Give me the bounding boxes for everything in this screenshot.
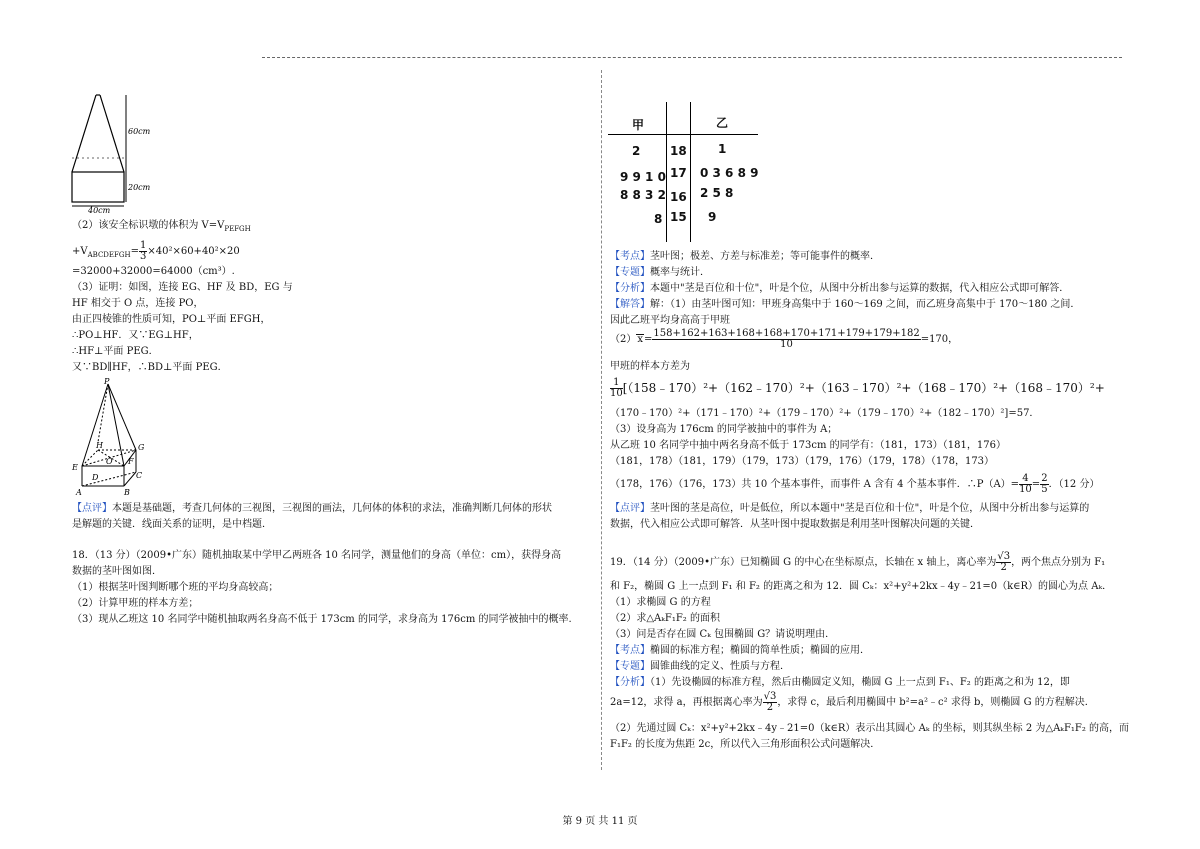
label-E: E bbox=[72, 463, 78, 472]
stem-18: 18 bbox=[670, 144, 687, 158]
analysis-line: 【分析】本题中"茎是百位和十位"，叶是个位，从图中分析出参与运算的数据，代入相应公式即可解答． bbox=[610, 283, 1070, 294]
leaf-left-16: 8 8 3 2 bbox=[620, 188, 666, 202]
text-line: 又∵BD∥HF，∴BD⊥平面 PEG． bbox=[72, 362, 228, 373]
variance-formula: $\frac{1}{10}$ [（158﹣170）²+（162﹣170）²+（163﹣170）²+（168﹣170）²+（168﹣170）²+ bbox=[610, 377, 1105, 399]
label-H: H bbox=[96, 441, 103, 450]
three-view-figure bbox=[66, 90, 158, 215]
label-G: G bbox=[138, 443, 145, 452]
text-line: （3）设身高为 176cm 的同学被抽中的事件为 A； bbox=[610, 424, 838, 435]
text-line: （2）先通过圆 Cₖ：x²+y²+2kx﹣4y﹣21=0（k∈R）表示出其圆心 Aₖ 的坐标，则其纵坐标 2 为△AₖF₁F₂ 的高，而 bbox=[610, 723, 1130, 734]
question-19: 19．（14 分）（2009•广东）已知椭圆 G 的中心在坐标原点，长轴在 x 轴上，离心率为 $\frac{√3}{2}$ ，两个焦点分别为 F₁ bbox=[610, 551, 1106, 573]
header-yi: 乙 bbox=[716, 116, 729, 130]
text-line: F₁F₂ 的长度为焦距 2c，所以代入三角形面积公式问题解决． bbox=[610, 739, 881, 750]
stem-16: 16 bbox=[670, 190, 687, 204]
leaf-left-17: 9 9 1 0 bbox=[620, 170, 666, 184]
text-line: 数据的茎叶图如图． bbox=[72, 566, 162, 577]
text-line: 因此乙班平均身高高于甲班 bbox=[610, 315, 730, 326]
label-A: A bbox=[76, 488, 82, 497]
text-line: 由正四棱锥的性质可知，PO⊥平面 EFGH， bbox=[72, 314, 271, 325]
text-line: ∴HF⊥平面 PEG． bbox=[72, 346, 159, 357]
analysis-line: 【分析】（1）先设椭圆的标准方程，然后由椭圆定义知，椭圆 G 上一点到 F₁、F₂ 的距离之和为 12，即 bbox=[610, 677, 1070, 688]
width-label: 40cm bbox=[88, 206, 111, 215]
text-line: （2）计算甲班的样本方差； bbox=[72, 598, 199, 609]
label-D: D bbox=[92, 473, 99, 482]
leaf-right-17: 0 3 6 8 9 bbox=[700, 166, 759, 180]
stem-15: 15 bbox=[670, 210, 687, 224]
column-divider bbox=[601, 70, 602, 770]
text-line: （3）问是否存在圆 Cₖ 包围椭圆 G？请说明理由． bbox=[610, 629, 836, 640]
comment-line: 【点评】茎叶图的茎是高位，叶是低位，所以本题中"茎是百位和十位"，叶是个位，从图中分析出参与运算的 bbox=[610, 503, 1090, 514]
stem-17: 17 bbox=[670, 166, 687, 180]
text-line: 是解题的关键．线面关系的证明，是中档题． bbox=[72, 519, 272, 530]
text-line: （1）求椭圆 G 的方程 bbox=[610, 597, 711, 608]
answer-line: 【解答】解：（1）由茎叶图可知：甲班身高集中于 160～169 之间，而乙班身高集中于 170～180 之间． bbox=[610, 299, 1081, 310]
question-18: 18．（13 分）（2009•广东）随机抽取某中学甲乙两班各 10 名同学，测量他们的身高（单位：cm），获得身高 bbox=[72, 550, 562, 561]
page-footer: 第 9 页 共 11 页 bbox=[562, 816, 638, 827]
label-O: O bbox=[106, 457, 113, 466]
leaf-right-15: 9 bbox=[708, 210, 717, 224]
text-line: （3）证明：如图，连接 EG、HF 及 BD，EG 与 bbox=[72, 282, 293, 293]
leaf-right-18: 1 bbox=[718, 142, 727, 156]
text-line: =32000+32000=64000（cm³）. bbox=[72, 266, 235, 277]
text-line: HF 相交于 O 点，连接 PO， bbox=[72, 298, 204, 309]
text-line: ∴PO⊥HF．又∵EG⊥HF， bbox=[72, 330, 199, 341]
text-line: （181，178）（181，179）（179，173）（179，176）（179，178）（178，173） bbox=[610, 456, 995, 467]
mean-formula: （2） x = $\frac{158+162+163+168+168+170+171+179+179+182}{10}$ =170， bbox=[610, 328, 959, 350]
knowledge-line: 【考点】椭圆的标准方程；椭圆的简单性质；椭圆的应用． bbox=[610, 645, 870, 656]
text-line: 2a=12，求得 a，再根据离心率为 $\frac{√3}{2}$ ，求得 c，最后利用椭圆中 b²=a²﹣c² 求得 b，则椭圆 G 的方程解决． bbox=[610, 691, 1095, 713]
label-C: C bbox=[136, 471, 143, 480]
header-jia: 甲 bbox=[632, 118, 645, 132]
comment-tag: 【点评】 bbox=[72, 503, 112, 514]
text-line: 从乙班 10 名同学中抽中两名身高不低于 173cm 的同学有：（181，173）（181，176） bbox=[610, 440, 1006, 451]
text-line: （1）根据茎叶图判断哪个班的平均身高较高； bbox=[72, 582, 279, 593]
stem-leaf-plot bbox=[608, 96, 788, 246]
text-line: （2）求△AₖF₁F₂ 的面积 bbox=[610, 613, 720, 624]
text-line: 甲班的样本方差为 bbox=[610, 361, 690, 372]
label-F: F bbox=[128, 457, 134, 466]
leaf-left-18: 2 bbox=[632, 144, 641, 158]
text-line: 数据，代入相应公式即可解答．从茎叶图中提取数据是利用茎叶图解决问题的关键． bbox=[610, 519, 980, 530]
label-P: P bbox=[104, 378, 110, 386]
header-rule bbox=[262, 57, 1122, 58]
leaf-right-16: 2 5 8 bbox=[700, 186, 734, 200]
text-line: （2）该安全标识墩的体积为 $V=V_{P﻿EFGH}$ bbox=[72, 220, 251, 233]
volume-formula: $+V_{ABCD﻿EFGH}=$ $\frac{1}{3}$ ×40²×60+40²×20 bbox=[72, 240, 240, 262]
comment-line: 【点评】本题是基础题，考查几何体的三视图，三视图的画法，几何体的体积的求法，准确判断几何体的形状 bbox=[72, 503, 552, 514]
text-line: （3）现从乙班这 10 名同学中随机抽取两名身高不低于 173cm 的同学，求身高为 176cm 的同学被抽中的概率. bbox=[72, 614, 572, 625]
pyramid-figure bbox=[70, 378, 152, 498]
topic-line: 【专题】圆锥曲线的定义、性质与方程． bbox=[610, 661, 790, 672]
label-B: B bbox=[124, 488, 130, 497]
knowledge-line: 【考点】茎叶图；极差、方差与标准差；等可能事件的概率． bbox=[610, 251, 880, 262]
variance-formula-cont: （170﹣170）²+（171﹣170）²+（179﹣170）²+（179﹣170）²+（182﹣170）²]=57． bbox=[610, 408, 1040, 419]
topic-line: 【专题】概率与统计． bbox=[610, 267, 710, 278]
leaf-left-15: 8 bbox=[654, 212, 663, 226]
text-line: 和 F₂，椭圆 G 上一点到 F₁ 和 F₂ 的距离之和为 12．圆 Cₖ：x²+y²+2kx﹣4y﹣21=0（k∈R）的圆心为点 Aₖ． bbox=[610, 581, 1113, 592]
probability-line: （178，176）（176，173）共 10 个基本事件，而事件 A 含有 4 个基本事件．∴P（A）= $\frac{4}{10}$ = $\frac{2}{5}$ ．（12 分） bbox=[610, 473, 1100, 495]
height-label: 60cm bbox=[128, 127, 151, 136]
base-height-label: 20cm bbox=[128, 183, 151, 192]
